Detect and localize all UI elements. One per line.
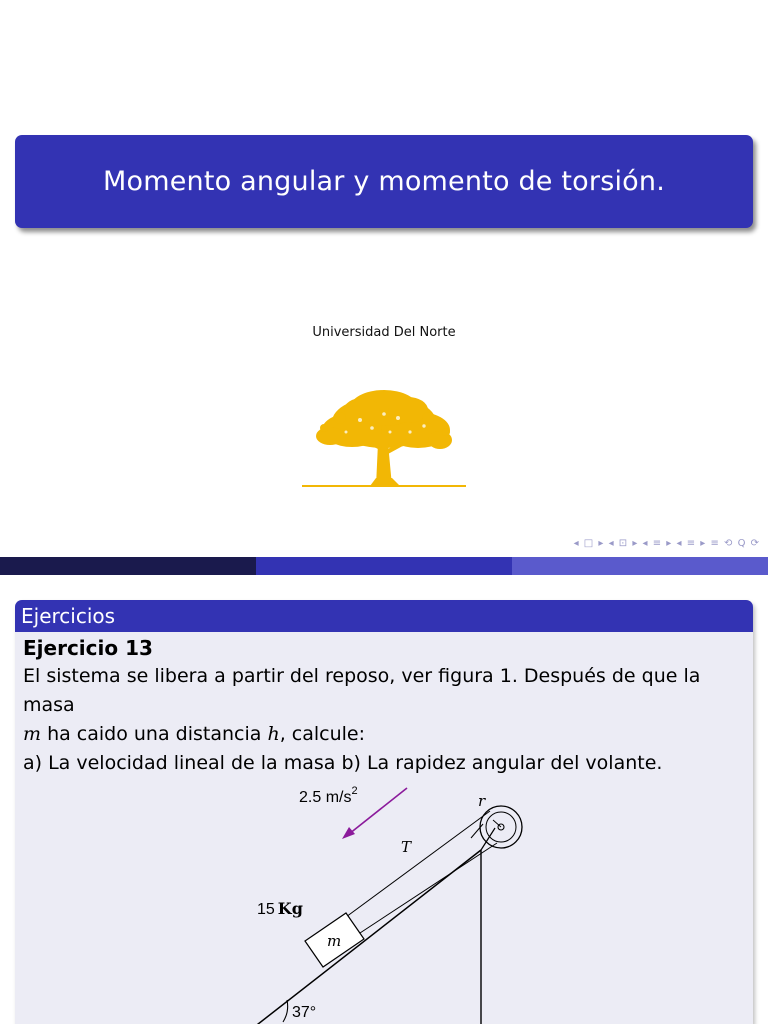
footline-segment-right <box>512 557 768 575</box>
statement-line-2-end: , calcule: <box>279 723 365 745</box>
statement-line-3: a) La velocidad lineal de la masa b) La rapidez angular del volante. <box>23 752 663 774</box>
footline-bar <box>0 557 768 575</box>
rope-upper <box>346 811 490 917</box>
acceleration-arrow <box>349 788 407 834</box>
beamer-navigation-controls[interactable]: ◂ □ ▸ ◂ ⊡ ▸ ◂ ≡ ▸ ◂ ≡ ▸ ≡ ⟲ Q ⟳ <box>573 538 760 549</box>
footline-segment-center <box>256 557 512 575</box>
mass-symbol: m <box>327 932 342 950</box>
exercise-block <box>15 600 753 1024</box>
exercise-heading: Ejercicio 13 <box>23 636 153 660</box>
tree-logo <box>300 388 468 490</box>
statement-line-2 <box>23 720 751 749</box>
block-title: Ejercicios <box>15 600 753 632</box>
statement-line-1: El sistema se libera a partir del reposo, ver figura 1. Después de que la masa <box>23 665 701 716</box>
angle-label: 37° <box>292 1004 317 1021</box>
exercise-slide <box>0 575 768 1024</box>
mass-value-label: 15 Kg <box>257 899 303 918</box>
footline-segment-left <box>0 557 256 575</box>
exercise-statement <box>23 662 751 778</box>
var-h: h <box>267 723 280 745</box>
support-strut-2 <box>471 824 483 838</box>
title-banner <box>15 135 753 228</box>
acceleration-arrowhead <box>342 827 355 839</box>
statement-line-2-mid: ha caido una distancia <box>41 723 268 745</box>
pulley-radius-line <box>493 820 501 827</box>
slide-title: Momento angular y momento de torsión. <box>103 166 665 197</box>
radius-label: r <box>478 792 486 810</box>
incline-figure <box>15 776 753 1024</box>
institute-name: Universidad Del Norte <box>312 325 456 340</box>
acceleration-label: 2.5 $m/s^2$ <box>299 785 358 806</box>
tension-label: T <box>401 838 412 856</box>
var-m: m <box>23 723 42 745</box>
